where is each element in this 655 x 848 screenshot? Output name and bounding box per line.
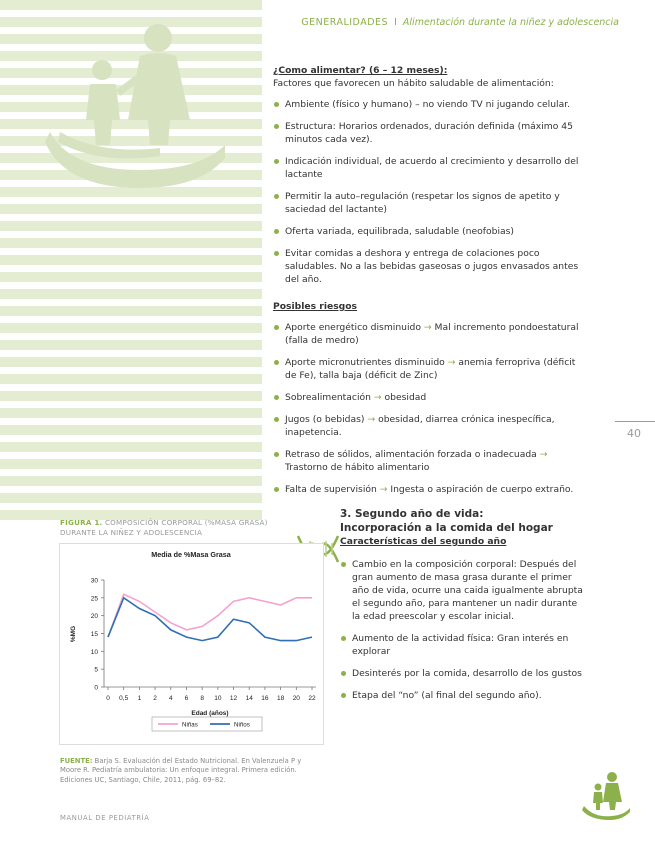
x-tick-label: 6 [184,695,189,702]
y-tick-label: 20 [90,613,98,621]
x-tick-label: 0,5 [119,695,129,702]
fat-mass-chart [60,544,323,744]
list-item: Cambio en la composición corporal: Después del gran aumento de masa grasa durante el primer año de vida, ocurre una caida igualmente abrupta el segundo año, para mantener un nadir durante la edad preescolar y escolar inicial. [340,558,586,623]
figure-caption [60,518,270,537]
risk-cause: Aporte micronutrientes disminuido [285,357,445,368]
chart-container [59,543,324,745]
x-tick-label: 16 [261,695,269,702]
risk-effect: anemia ferropriva (déficit de Fe), talla baja (déficit de Zinc) [285,357,576,381]
x-tick-label: 8 [200,695,204,702]
list-item: Evitar comidas a deshora y entrega de colaciones poco saludables. No a las bebidas gaseosas o jugos envasados antes del año. [273,247,581,286]
risks-heading: Posibles riesgos [273,301,358,312]
feeding-intro: Factores que favorecen un hábito saludable de alimentación: [273,78,554,89]
x-tick-label: 20 [292,695,300,702]
arrow-icon: → [423,322,432,333]
risk-effect: obesidad, diarrea crónica inespecífica, inapetencia. [285,414,555,438]
y-axis-label: %MG [70,625,77,643]
list-item: Oferta variada, equilibrada, saludable (neofobias) [273,225,581,238]
source-text: Barja S. Evaluación del Estado Nutricional. En Valenzuela P y Moore R. Pediatría ambulatoria: Un enfoque integral. Primera edición. Ediciones UC, Santiago, Chile, 2011, pág. 69–82. [60,757,302,784]
x-tick-label: 1 [137,695,142,702]
x-tick-label: 4 [168,695,173,702]
x-tick-label: 22 [308,695,316,702]
header-section: GENERALIDADES [301,17,389,28]
section-3-list [340,558,586,711]
list-item: Ambiente (físico y humano) – no viendo TV ni jugando celular. [273,98,581,111]
figure-caption-text: COMPOSICIÓN CORPORAL (%MASA GRASA) DURANTE LA NIÑEZ Y ADOLESCENCIA [60,518,268,537]
list-item [273,483,581,496]
series-line-1 [108,594,312,637]
feeding-heading: ¿Como alimentar? (6 – 12 meses): [273,65,448,76]
risks-list [273,321,581,496]
risk-cause: Jugos (o bebidas) [285,414,365,425]
y-tick-label: 10 [90,648,98,656]
factors-list [273,98,581,286]
list-item [273,448,581,474]
section-3-subtitle: Características del segundo año [340,536,507,547]
arrow-icon: → [379,484,388,495]
header-separator: I [394,17,397,28]
list-item: Aumento de la actividad física: Gran interés en explorar [340,632,586,658]
chart-title: Media de %Masa Grasa [151,550,231,559]
list-item: Permitir la auto–regulación (respetar los signos de apetito y saciedad del lactante) [273,190,581,216]
risk-cause: Aporte energético disminuido [285,322,421,333]
list-item [273,321,581,347]
running-header [301,17,619,28]
section-3-title-line-1: 3. Segundo año de vida: [340,508,484,520]
legend-label: Niños [234,721,250,729]
list-item: Indicación individual, de acuerdo al crecimiento y desarrollo del lactante [273,155,581,181]
arrow-icon: → [367,414,376,425]
x-tick-label: 0 [106,695,110,702]
arrow-icon: → [447,357,456,368]
x-tick-label: 14 [245,695,253,702]
arrow-icon: → [373,392,382,403]
page-number-rule [615,421,655,422]
y-tick-label: 0 [94,684,98,692]
x-axis-label: Edad (años) [191,710,229,717]
x-tick-label: 18 [276,695,285,702]
source-note [60,757,310,785]
figure-label: FIGURA 1. [60,518,103,527]
x-tick-label: 2 [153,695,157,702]
y-tick-label: 15 [90,631,98,638]
header-title: Alimentación durante la niñez y adolescencia [402,17,619,28]
legend-label: Niñas [182,721,198,729]
y-tick-label: 25 [90,595,98,603]
risk-effect: Ingesta o aspiración de cuerpo extraño. [390,484,574,495]
risk-cause: Retraso de sólidos, alimentación forzada o inadecuada [285,449,537,460]
family-hand-small-icon [582,770,632,820]
y-tick-label: 5 [94,666,98,674]
risk-effect: Mal incremento pondoestatural (falla de medro) [285,322,579,346]
list-item [273,391,581,404]
risk-effect: obesidad [384,392,427,403]
section-3-title-line-2: Incorporación a la comida del hogar [340,522,553,534]
risk-cause: Sobrealimentación [285,392,371,403]
arrow-icon: → [539,449,548,460]
page-footer: MANUAL DE PEDIATRÍA [60,814,150,822]
list-item: Desinterés por la comida, desarrollo de los gustos [340,667,586,680]
x-tick-label: 10 [214,695,222,702]
list-item: Etapa del “no” (al final del segundo año). [340,689,586,702]
x-tick-label: 12 [229,695,238,702]
list-item: Estructura: Horarios ordenados, duración definida (máximo 45 minutos cada vez). [273,120,581,146]
risk-effect: Trastorno de hábito alimentario [285,462,430,473]
y-tick-label: 30 [90,577,98,585]
list-item [273,356,581,382]
family-hand-icon [40,20,230,190]
list-item [273,413,581,439]
section-3-heading [340,507,585,549]
main-column [273,64,581,505]
risk-cause: Falta de supervisión [285,484,377,495]
source-label: FUENTE: [60,757,93,765]
page-number: 40 [627,427,641,440]
